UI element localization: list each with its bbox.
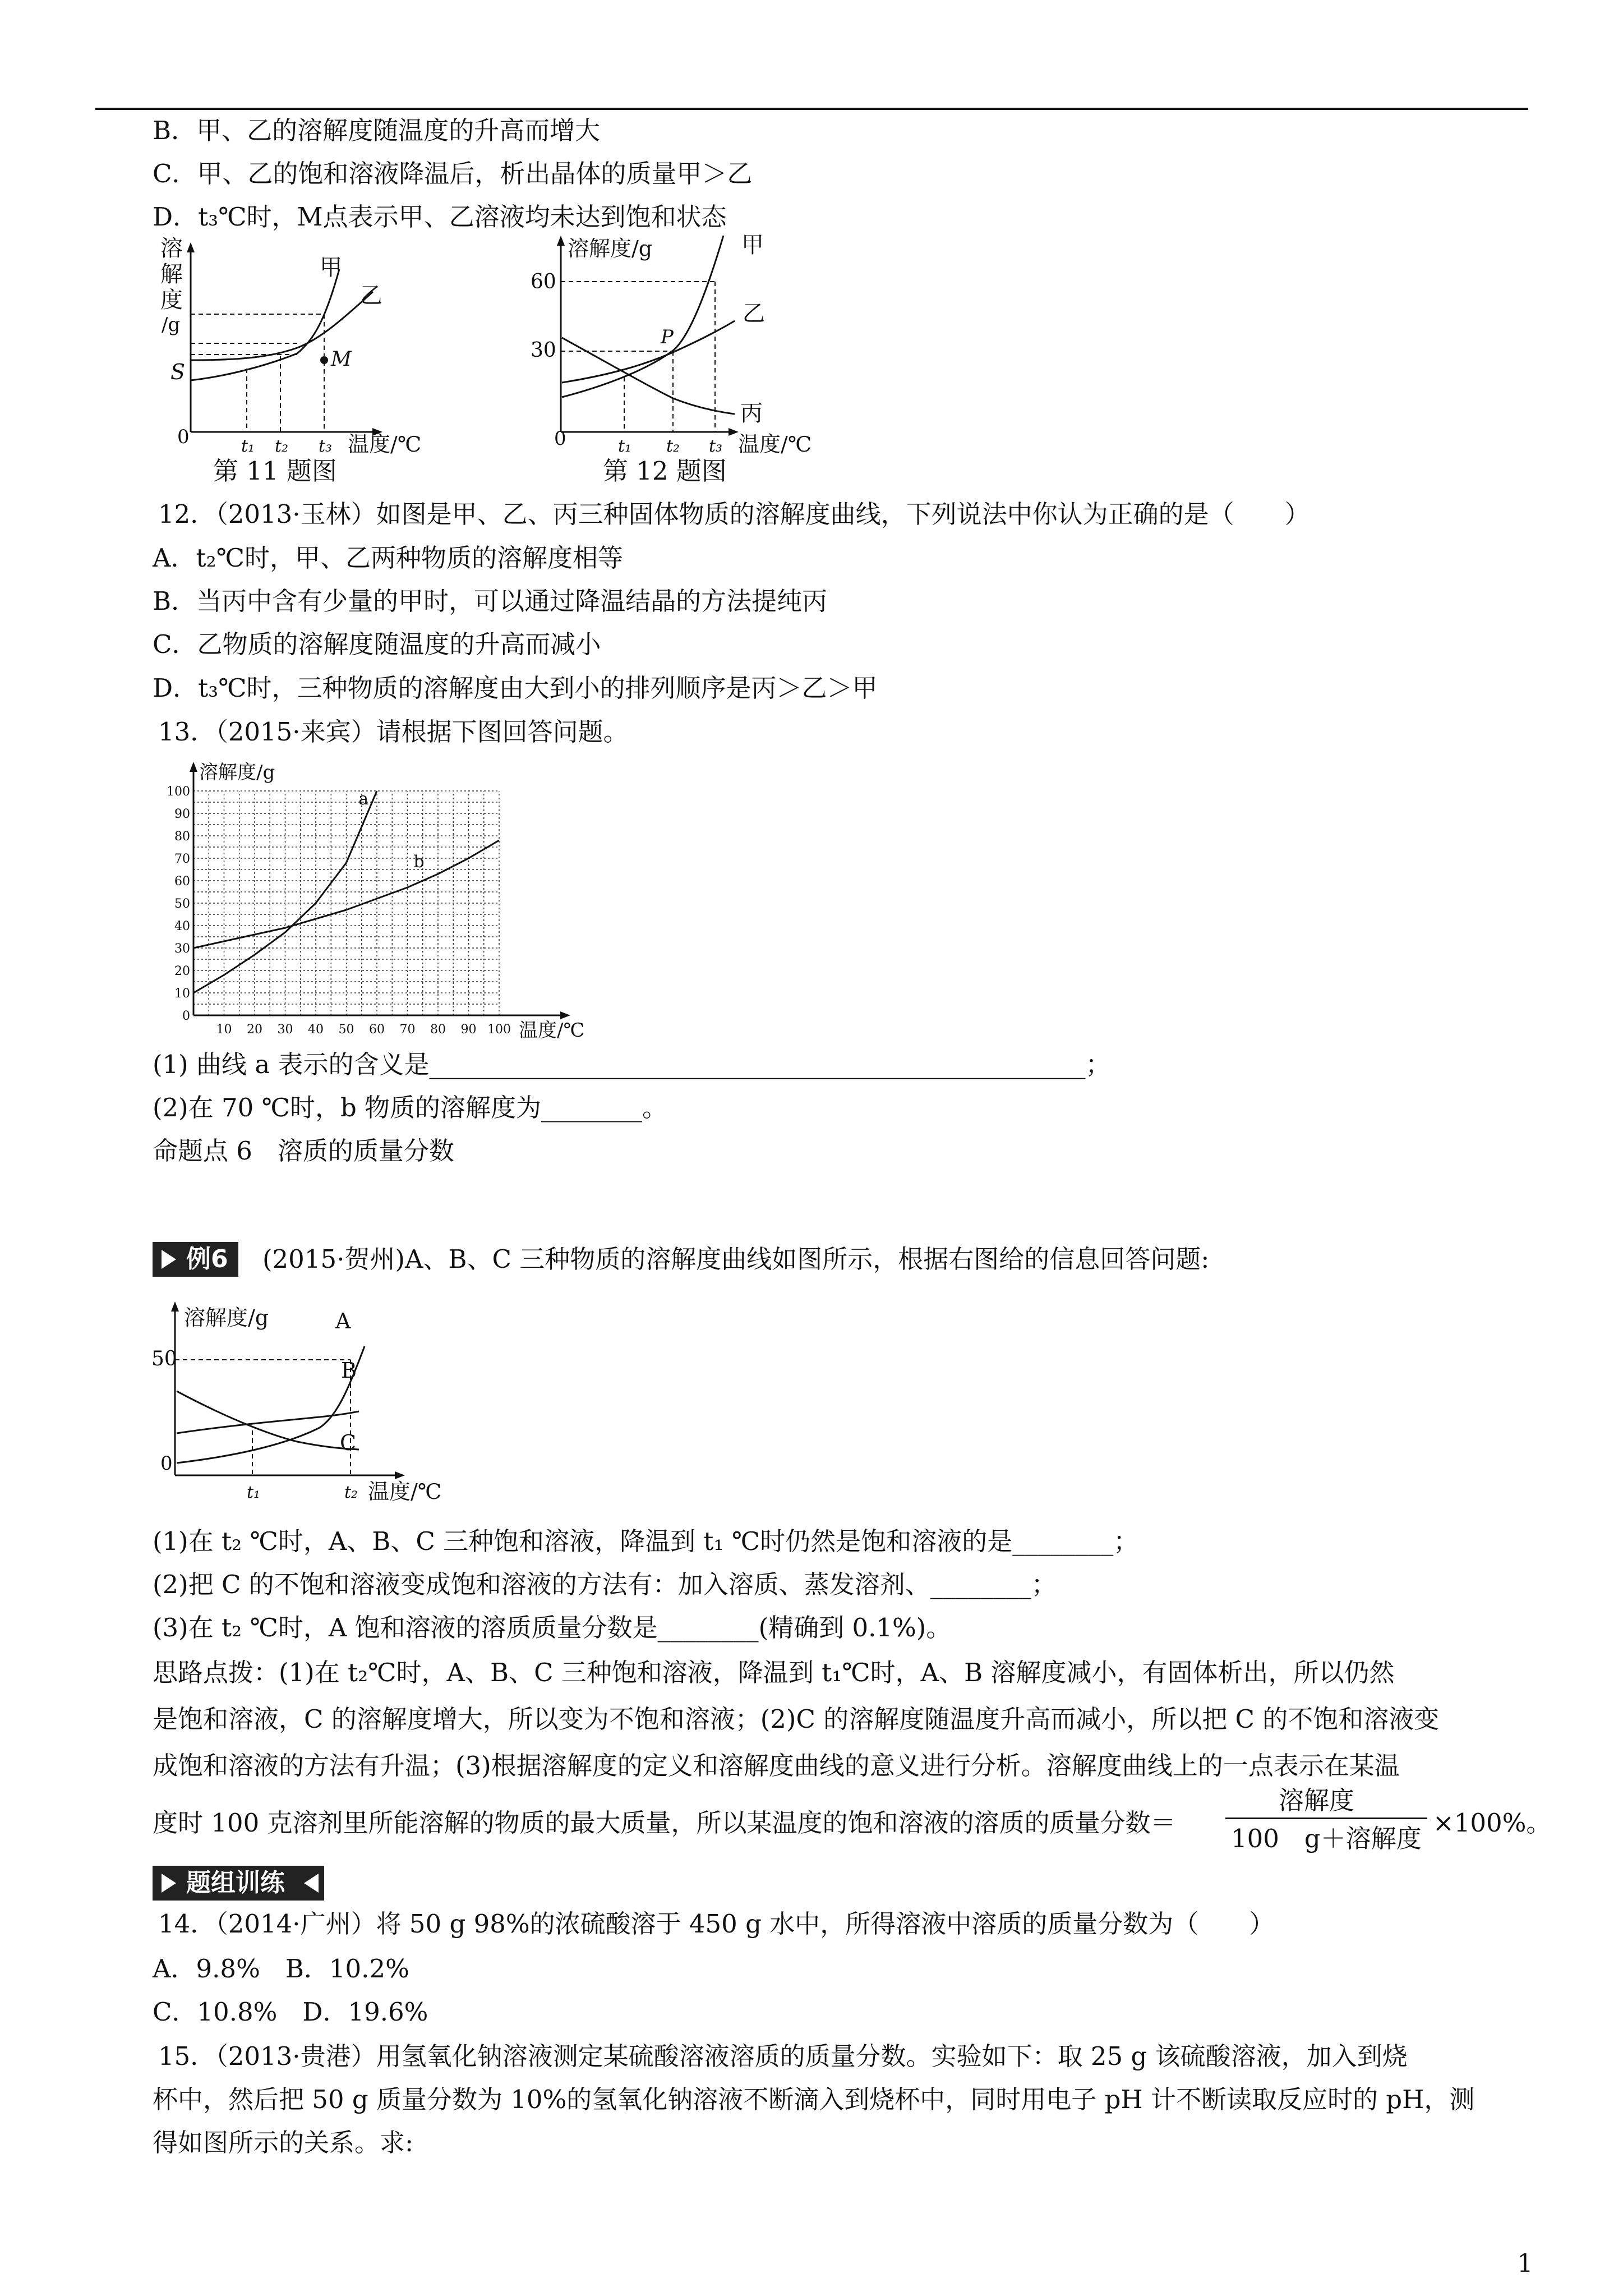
back-icon [304, 1874, 319, 1893]
figure-13-chart [151, 757, 585, 1042]
ex6-xlabel: 温度/℃ [368, 1479, 442, 1504]
y-tick-label: 30 [174, 942, 190, 956]
group-training-badge [153, 1866, 324, 1901]
y-tick-label: 70 [174, 852, 190, 866]
fig12-p-label: P [661, 326, 674, 348]
y-tick-label: 90 [174, 807, 190, 821]
ex6-curve-b [177, 1411, 359, 1433]
caption-11: 第 11 题图 [213, 456, 337, 486]
y-tick-label: 40 [174, 919, 190, 933]
fig11-tick-t2: t₂ [275, 436, 289, 456]
question-12-a: A．t₂℃时，甲、乙两种物质的溶解度相等 [153, 543, 623, 573]
fraction-bar [1225, 1818, 1427, 1819]
question-14-ab: A．9.8% B．10.2% [153, 1954, 409, 1984]
y-tick-label: 80 [174, 830, 190, 844]
play-icon [162, 1250, 176, 1269]
question-15-line-1: 15．（2013·贵港）用氢氧化钠溶液测定某硫酸溶液溶质的质量分数。实验如下：取 25 g 该硫酸溶液，加入到烧 [158, 2041, 1408, 2071]
fig11-ylabel-2: 解 [160, 261, 183, 287]
hint-line-1: 思路点拨：(1)在 t₂℃时，A、B、C 三种饱和溶液，降温到 t₁℃时，A、B 溶解度减小，有固体析出，所以仍然 [153, 1658, 1395, 1687]
x-tick-label: 80 [430, 1023, 446, 1037]
fig12-jia-label: 甲 [741, 232, 764, 258]
fig12-y30: 30 [531, 339, 556, 362]
fig11-origin: 0 [177, 426, 190, 448]
ex6-ylabel: 溶解度/g [184, 1305, 269, 1330]
ex6-curve-c [177, 1391, 359, 1450]
x-tick-label: 20 [247, 1023, 262, 1037]
ex6-tick-t1: t₁ [247, 1483, 261, 1502]
caption-12: 第 12 题图 [603, 456, 727, 486]
figure-12 [522, 230, 836, 457]
fraction [1225, 1784, 1427, 1857]
question-12-d: D．t₃℃时，三种物质的溶解度由大到小的排列顺序是丙＞乙＞甲 [153, 673, 878, 703]
fig11-ylabel-4: /g [162, 314, 181, 336]
header-rule [95, 108, 1528, 110]
x-tick-label: 30 [277, 1023, 293, 1037]
ex6-y50: 50 [151, 1347, 177, 1370]
y-tick-label: 100 [167, 785, 190, 799]
question-12-c: C．乙物质的溶解度随温度的升高而减小 [153, 629, 601, 659]
fig12-bing-label: 丙 [740, 401, 763, 426]
example-6-q1: (1)在 t₂ ℃时，A、B、C 三种饱和溶液，降温到 t₁ ℃时仍然是饱和溶液的是________； [153, 1526, 1139, 1556]
y-tick-label: 0 [182, 1009, 190, 1023]
option-c: C．甲、乙的饱和溶液降温后，析出晶体的质量甲＞乙 [153, 159, 753, 188]
y-tick-label: 20 [174, 964, 190, 978]
x-tick-label: 100 [487, 1023, 511, 1037]
fig12-tick-t3: t₃ [709, 436, 723, 456]
figure-example-6 [151, 1301, 443, 1509]
fig11-ylabel-3: 度 [160, 287, 183, 313]
example-6-q3: (3)在 t₂ ℃时，A 饱和溶液的溶质质量分数是________(精确到 0.1%)。 [153, 1613, 952, 1642]
hint-line-4: 度时 100 克溶剂里所能溶解的物质的最大质量，所以某温度的饱和溶液的溶质的质量分数＝ [153, 1808, 1176, 1838]
fig11-tick-t1: t₁ [241, 436, 255, 456]
chart-ylabel: 溶解度/g [199, 761, 275, 784]
fig11-point-m [320, 356, 328, 364]
fig11-jia-label: 甲 [320, 255, 342, 280]
ex6-curve-a [177, 1346, 365, 1463]
group-training-label: 题组训练 [186, 1869, 285, 1897]
example-6-q2: (2)把 C 的不饱和溶液变成饱和溶液的方法有：加入溶质、蒸发溶剂、________； [153, 1570, 1057, 1599]
x-tick-label: 70 [399, 1023, 416, 1037]
option-d: D．t₃℃时，M点表示甲、乙溶液均未达到饱和状态 [153, 202, 727, 232]
series-label-b: b [413, 852, 425, 872]
ex6-tick-t2: t₂ [344, 1483, 358, 1502]
fig11-yi-label: 乙 [360, 283, 382, 309]
x-tick-label: 50 [338, 1023, 354, 1037]
ex6-c-label: C [340, 1430, 357, 1455]
question-13: 13．（2015·来宾）请根据下图回答问题。 [158, 717, 629, 747]
y-axis-arrow [190, 762, 197, 772]
x-tick-label: 60 [369, 1023, 385, 1037]
x-tick-label: 10 [216, 1023, 232, 1037]
ex6-a-label: A [335, 1309, 351, 1333]
question-15-line-2: 杯中，然后把 50 g 质量分数为 10%的氢氧化钠溶液不断滴入到烧杯中，同时用电子 pH 计不断读取反应时的 pH，测 [153, 2085, 1475, 2114]
example-6-badge [153, 1242, 238, 1277]
fig12-tick-t1: t₁ [618, 436, 632, 456]
x-tick-label: 90 [460, 1023, 477, 1037]
fig11-ylabel-1: 溶 [160, 236, 183, 261]
question-13-1: (1) 曲线 a 表示的含义是____________________________________________________； [153, 1050, 1111, 1079]
x-tick-label: 40 [308, 1023, 324, 1037]
fraction-numerator: 溶解度 [1279, 1786, 1355, 1815]
question-14-cd: C．10.8% D．19.6% [153, 1997, 428, 2027]
fig12-yi-label: 乙 [743, 301, 765, 326]
fig11-curve-jia [191, 269, 339, 380]
fraction-tail: ×100%。 [1433, 1808, 1552, 1838]
question-14: 14．（2014·广州）将 50 g 98%的浓硫酸溶于 450 g 水中，所得溶液中溶质的质量分数为（ ） [158, 1909, 1275, 1939]
fig12-ylabel: 溶解度/g [568, 236, 653, 261]
chart-xlabel: 温度/℃ [519, 1019, 585, 1042]
x-axis-arrow [560, 1011, 570, 1019]
example-6-label: 例6 [186, 1245, 228, 1273]
question-13-2: (2)在 70 ℃时，b 物质的溶解度为________。 [153, 1093, 668, 1122]
page-number: 1 [1517, 2248, 1533, 2278]
question-12-b: B．当丙中含有少量的甲时，可以通过降温结晶的方法提纯丙 [153, 586, 828, 616]
series-label-a: a [358, 789, 369, 809]
fig12-curve-bing [562, 338, 735, 414]
hint-line-3: 成饱和溶液的方法有升温；(3)根据溶解度的定义和溶解度曲线的意义进行分析。溶解度曲线上的一点表示在某温 [153, 1751, 1400, 1780]
fig12-xlabel: 温度/℃ [738, 432, 812, 457]
y-tick-label: 50 [174, 897, 190, 911]
play-icon [162, 1874, 176, 1893]
question-12: 12．（2013·玉林）如图是甲、乙、丙三种固体物质的溶解度曲线，下列说法中你认为正确的是（ ） [158, 499, 1310, 529]
example-6-text: (2015·贺州)A、B、C 三种物质的溶解度曲线如图所示，根据右图给的信息回答问题: [262, 1244, 1210, 1274]
fig12-origin: 0 [554, 427, 566, 450]
fig11-m-label: M [331, 348, 352, 371]
fraction-denominator: 100 g＋溶解度 [1231, 1824, 1422, 1853]
question-15-line-3: 得如图所示的关系。求: [153, 2128, 414, 2157]
option-b: B．甲、乙的溶解度随温度的升高而增大 [153, 116, 601, 145]
hint-line-2: 是饱和溶液，C 的溶解度增大，所以变为不饱和溶液；(2)C 的溶解度随温度升高而减小，所以把 C 的不饱和溶液变 [153, 1704, 1440, 1734]
fig11-xlabel: 温度/℃ [348, 432, 422, 457]
fig12-tick-t2: t₂ [666, 436, 680, 456]
fig11-tick-t3: t₃ [319, 436, 333, 456]
figure-11 [157, 236, 460, 457]
y-tick-label: 60 [174, 875, 190, 889]
y-tick-label: 10 [174, 987, 190, 1001]
fig11-s-label: S [170, 360, 186, 384]
topic-6-heading: 命题点 6 溶质的质量分数 [153, 1136, 454, 1166]
fig12-y60: 60 [531, 270, 556, 293]
ex6-b-label: B [341, 1358, 357, 1383]
ex6-origin: 0 [160, 1452, 173, 1475]
